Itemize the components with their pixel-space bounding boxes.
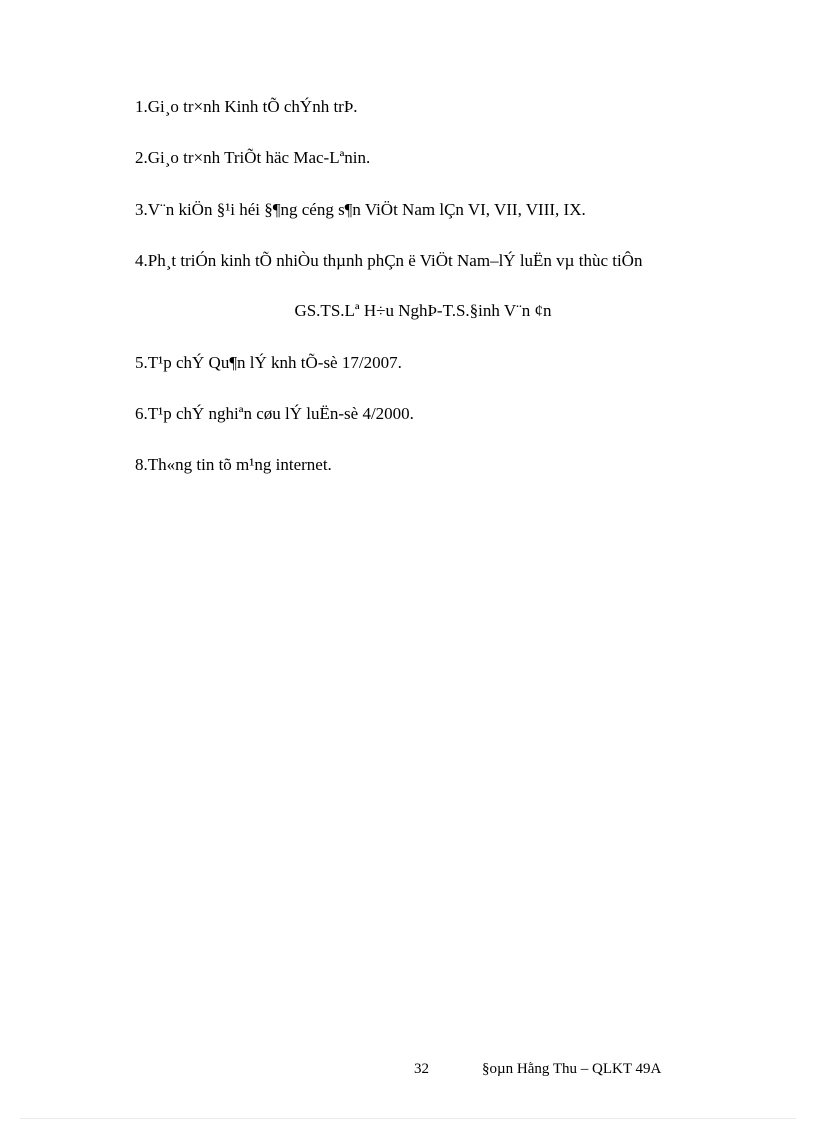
reference-item-4: 4.Ph¸t triÓn kinh tÕ nhiÒu thµnh phÇn ë ViÖt Nam–lÝ luËn vµ thùc tiÔn — [135, 251, 643, 270]
reference-item-8: 8.Th«ng tin tõ m¹ng internet. — [135, 455, 332, 474]
page-number: 32 — [414, 1061, 429, 1077]
reference-item-2: 2.Gi¸o tr×nh TriÕt häc Mac-Lªnin. — [135, 148, 371, 167]
reference-item-6: 6.T¹p chÝ nghiªn cøu lÝ luËn-sè 4/2000. — [135, 404, 414, 423]
page-bottom-divider — [20, 1118, 796, 1119]
reference-item-4-authors: GS.TS.Lª H÷u NghÞ-T.S.§inh V¨n ¢n — [294, 301, 552, 320]
footer-author: §oµn Hằng Thu – QLKT 49A — [482, 1061, 662, 1077]
reference-item-1: 1.Gi¸o tr×nh Kinh tÕ chÝnh trÞ. — [135, 97, 358, 116]
reference-item-5: 5.T¹p chÝ Qu¶n lÝ knh tÕ-sè 17/2007. — [135, 353, 402, 372]
reference-item-3: 3.V¨n kiÖn §¹i héi §¶ng céng s¶n ViÖt Nam lÇn VI, VII, VIII, IX. — [135, 200, 586, 219]
